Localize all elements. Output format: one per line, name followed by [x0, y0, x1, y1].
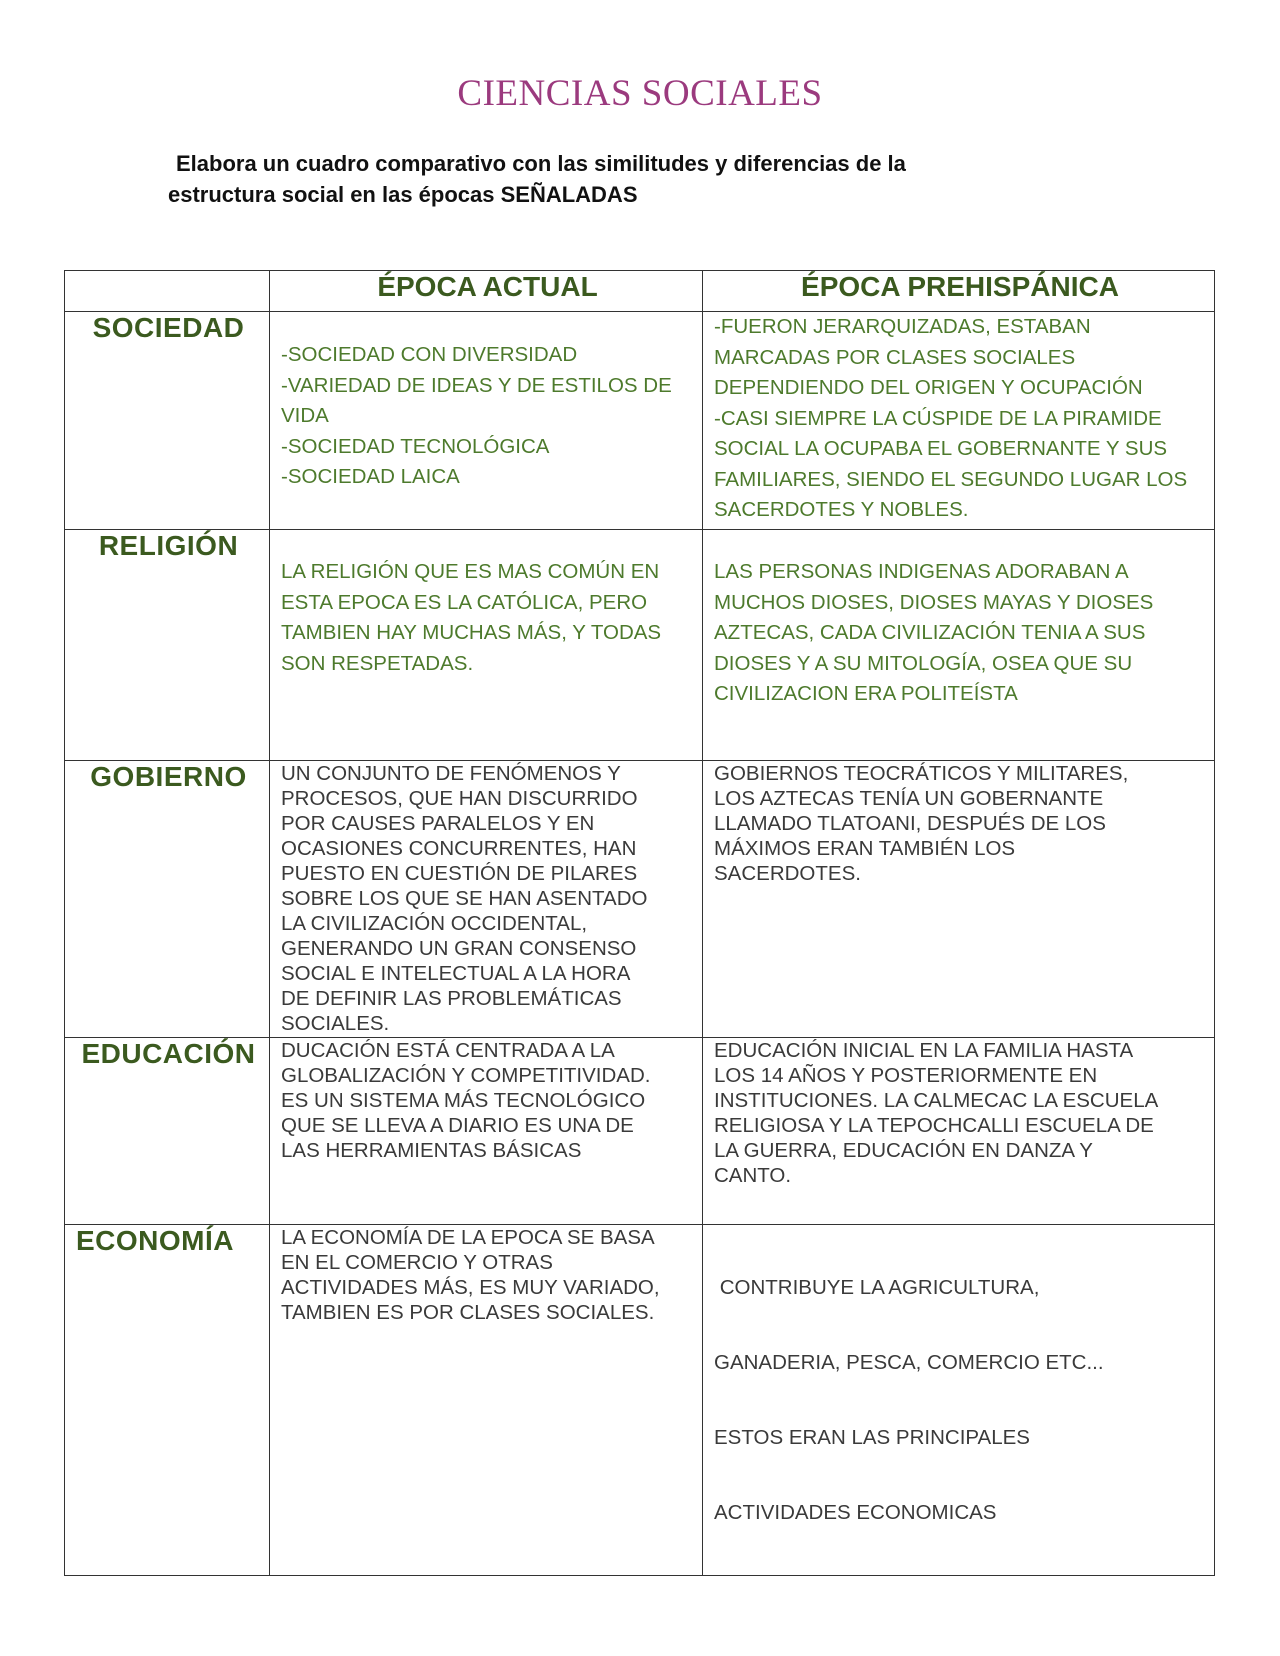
- cell-line: SOCIAL LA OCUPABA EL GOBERNANTE Y SUS: [714, 437, 1168, 460]
- row-label-economia: ECONOMÍA: [65, 1225, 270, 1576]
- cell-line: -CASI SIEMPRE LA CÚSPIDE DE LA PIRAMIDE: [714, 406, 1162, 430]
- table-row-educacion: [65, 1038, 1215, 1225]
- header-empty: [65, 271, 270, 312]
- cell-line: PROCESOS, QUE HAN DISCURRIDO: [281, 787, 638, 810]
- cell-line: DIOSES Y A SU MITOLOGÍA, OSEA QUE SU: [714, 651, 1133, 675]
- cell-line: INSTITUCIONES. LA CALMECAC LA ESCUELA: [714, 1089, 1159, 1112]
- cell-line: FAMILIARES, SIENDO EL SEGUNDO LUGAR LOS: [714, 467, 1188, 491]
- cell-line: SON RESPETADAS.: [281, 651, 474, 675]
- cell-line: PUESTO EN CUESTIÓN DE PILARES: [281, 862, 638, 885]
- cell-line: UN CONJUNTO DE FENÓMENOS Y: [281, 762, 621, 785]
- cell-line: QUE SE LLEVA A DIARIO ES UNA DE: [281, 1114, 634, 1137]
- cell-line: -FUERON JERARQUIZADAS, ESTABAN: [714, 315, 1091, 338]
- cell-line: CONTRIBUYE LA AGRICULTURA,: [714, 1276, 1040, 1299]
- cell-line: CANTO.: [714, 1164, 792, 1187]
- cell-religion-actual: [270, 530, 703, 761]
- row-label-gobierno: GOBIERNO: [65, 761, 270, 1038]
- cell-line: SOCIAL E INTELECTUAL A LA HORA: [281, 962, 631, 985]
- cell-line: EN EL COMERCIO Y OTRAS: [281, 1251, 553, 1274]
- cell-gobierno-prehispanica: [703, 761, 1215, 1038]
- cell-line: MÁXIMOS ERAN TAMBIÉN LOS: [714, 837, 1016, 860]
- cell-line: POR CAUSES PARALELOS Y EN: [281, 812, 595, 835]
- instruction-text: [168, 148, 1076, 210]
- cell-line: -SOCIEDAD TECNOLÓGICA: [281, 434, 550, 458]
- table-header-row: [65, 271, 1215, 312]
- cell-line: ES UN SISTEMA MÁS TECNOLÓGICO: [281, 1089, 646, 1112]
- table-row-gobierno: [65, 761, 1215, 1038]
- row-label-religion: RELIGIÓN: [65, 530, 270, 761]
- cell-line: LOS AZTECAS TENÍA UN GOBERNANTE: [714, 787, 1104, 810]
- cell-line: MARCADAS POR CLASES SOCIALES: [714, 345, 1076, 369]
- row-label-educacion: EDUCACIÓN: [65, 1038, 270, 1225]
- instruction-line-1: Elabora un cuadro comparativo con las similitudes y diferencias de la: [176, 151, 906, 176]
- cell-line: LA GUERRA, EDUCACIÓN EN DANZA Y: [714, 1139, 1093, 1162]
- comparison-table: [64, 270, 1215, 1576]
- cell-line: VIDA: [281, 404, 329, 427]
- cell-line: CIVILIZACION ERA POLITEÍSTA: [714, 682, 1018, 705]
- cell-line: DE DEFINIR LAS PROBLEMÁTICAS: [281, 987, 622, 1010]
- cell-line: ESTOS ERAN LAS PRINCIPALES: [714, 1426, 1030, 1449]
- page-title: CIENCIAS SOCIALES: [457, 73, 823, 114]
- cell-line: RELIGIOSA Y LA TEPOCHCALLI ESCUELA DE: [714, 1114, 1154, 1137]
- cell-line: GOBIERNOS TEOCRÁTICOS Y MILITARES,: [714, 762, 1129, 785]
- row-label-sociedad: SOCIEDAD: [65, 312, 270, 530]
- cell-line: LA CIVILIZACIÓN OCCIDENTAL,: [281, 912, 588, 935]
- cell-line: SOBRE LOS QUE SE HAN ASENTADO: [281, 887, 648, 910]
- header-epoca-actual: ÉPOCA ACTUAL: [270, 271, 703, 312]
- cell-sociedad-prehispanica: [703, 312, 1215, 530]
- cell-line: -VARIEDAD DE IDEAS Y DE ESTILOS DE: [281, 373, 672, 397]
- cell-line: DEPENDIENDO DEL ORIGEN Y OCUPACIÓN: [714, 376, 1143, 399]
- cell-economia-prehispanica: [703, 1225, 1215, 1576]
- cell-line: LA ECONOMÍA DE LA EPOCA SE BASA: [281, 1226, 655, 1249]
- cell-line: LLAMADO TLATOANI, DESPUÉS DE LOS: [714, 812, 1106, 835]
- instruction-line-2: estructura social en las épocas SEÑALADAS: [168, 182, 638, 207]
- table-row-economia: [65, 1225, 1215, 1576]
- cell-line: SACERDOTES Y NOBLES.: [714, 498, 969, 521]
- cell-line: EDUCACIÓN INICIAL EN LA FAMILIA HASTA: [714, 1039, 1134, 1062]
- cell-line: MUCHOS DIOSES, DIOSES MAYAS Y DIOSES: [714, 590, 1154, 614]
- cell-line: GENERANDO UN GRAN CONSENSO: [281, 937, 637, 960]
- cell-religion-prehispanica: [703, 530, 1215, 761]
- cell-sociedad-actual: [270, 312, 703, 530]
- cell-educacion-actual: [270, 1038, 703, 1225]
- cell-economia-actual: [270, 1225, 703, 1576]
- cell-line: GLOBALIZACIÓN Y COMPETITIVIDAD.: [281, 1064, 651, 1087]
- cell-line: ACTIVIDADES MÁS, ES MUY VARIADO,: [281, 1276, 660, 1299]
- cell-line: ACTIVIDADES ECONOMICAS: [714, 1501, 997, 1524]
- cell-line: TAMBIEN HAY MUCHAS MÁS, Y TODAS: [281, 621, 662, 644]
- header-epoca-prehispanica: ÉPOCA PREHISPÁNICA: [703, 271, 1215, 312]
- cell-line: -SOCIEDAD LAICA: [281, 465, 460, 488]
- cell-line: SOCIALES.: [281, 1012, 390, 1035]
- cell-line: ESTA EPOCA ES LA CATÓLICA, PERO: [281, 590, 648, 614]
- cell-line: DUCACIÓN ESTÁ CENTRADA A LA: [281, 1039, 615, 1062]
- cell-gobierno-actual: [270, 761, 703, 1038]
- cell-line: LAS HERRAMIENTAS BÁSICAS: [281, 1139, 582, 1162]
- table-row-sociedad: [65, 312, 1215, 530]
- cell-line: SACERDOTES.: [714, 862, 861, 885]
- cell-line: -SOCIEDAD CON DIVERSIDAD: [281, 343, 578, 366]
- cell-line: AZTECAS, CADA CIVILIZACIÓN TENIA A SUS: [714, 621, 1146, 644]
- table-row-religion: [65, 530, 1215, 761]
- cell-line: OCASIONES CONCURRENTES, HAN: [281, 837, 637, 860]
- cell-line: TAMBIEN ES POR CLASES SOCIALES.: [281, 1301, 655, 1324]
- cell-line: LOS 14 AÑOS Y POSTERIORMENTE EN: [714, 1064, 1098, 1087]
- cell-line: LA RELIGIÓN QUE ES MAS COMÚN EN: [281, 560, 660, 583]
- cell-educacion-prehispanica: [703, 1038, 1215, 1225]
- cell-line: GANADERIA, PESCA, COMERCIO ETC...: [714, 1351, 1104, 1374]
- cell-line: LAS PERSONAS INDIGENAS ADORABAN A: [714, 560, 1129, 583]
